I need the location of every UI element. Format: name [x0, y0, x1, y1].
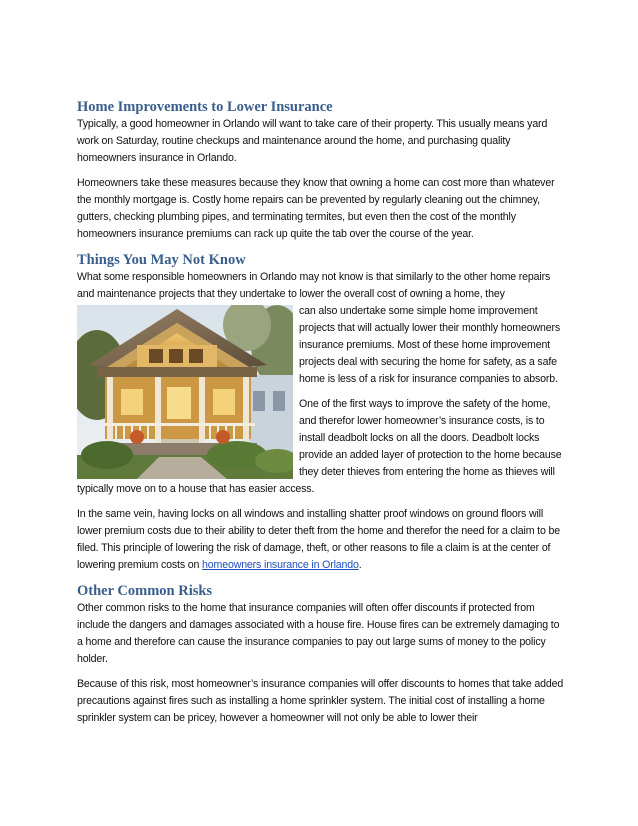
paragraph-intro: Typically, a good homeowner in Orlando will want to take care of their property. This usually means yard work on Saturday, routine checkups and maintenance around the home, and purchasing quality homeowners insurance in Orlando. — [77, 118, 548, 164]
paragraph-house-fire: Other common risks to the home that insurance companies will often offer discounts if protected from include the dangers and damages associated with a house fire. House fires can be extremely damaging to a home and therefore can cause the insurance companies to pay out large sums of money to the policy holder. — [77, 602, 560, 665]
house-illustration — [77, 305, 293, 479]
heading-home-improvements: Home Improvements to Lower Insurance — [77, 99, 333, 115]
paragraph-simple-projects: can also undertake some simple home improvement projects that will actually lower their monthly homeowners insurance premiums. Most of these home improvement projects deal with securing the home for safety, as a safe home is less of a risk for insurance companies to absorb. — [299, 305, 560, 385]
homeowners-insurance-orlando-link[interactable]: homeowners insurance in Orlando — [202, 559, 359, 571]
paragraph-responsible-homeowners — [77, 269, 565, 498]
paragraph-sprinkler: Because of this risk, most homeowner’s insurance companies will offer discounts to homes that take added precautions against fires such as installing a home sprinkler system. The initial cost of installing a home sprinkler system can be pricey, however a homeowner will not only be able to lower their — [77, 678, 564, 724]
heading-other-common-risks: Other Common Risks — [77, 583, 213, 599]
paragraph-window-locks-text: In the same vein, having locks on all windows and installing shatter proof windows on ground floors will lower premium costs due to their ability to deter theft from the home and therefor the need for a claim to be filed. This principle of lowering the risk of damage, theft, or other reasons to file a claim is at the center of lowering premium costs on — [77, 508, 560, 571]
paragraph-measures: Homeowners take these measures because they know that owning a home can cost more than whatever the monthly mortgage is. Costly home repairs can be prevented by regularly cleaning out the chimney, gutters, checking plumbing pipes, and terminating termites, but even then the cost of the monthly homeowners insurance premiums can rack up quite the tab over the course of the year. — [77, 177, 555, 240]
document-body — [77, 98, 565, 735]
paragraph-window-locks-end: . — [358, 559, 362, 571]
paragraph-responsible-intro: What some responsible homeowners in Orlando may not know is that similarly to the other home repairs and maintenance projects that they undertake to lower the overall cost of owning a home, they — [77, 271, 551, 300]
heading-things-you-may-not-know: Things You May Not Know — [77, 252, 246, 268]
paragraph-deadbolt-locks: One of the first ways to improve the safety of the home, and therefor lower homeowner’s insurance costs, is to install deadbolt locks on all the doors. Deadbolt locks provide an added layer of protection to the home because they deter thieves from entering the home as thieves will typically move on to a house that has easier access. — [77, 398, 562, 495]
house-photo — [77, 305, 293, 479]
paragraph-window-locks — [77, 506, 565, 574]
